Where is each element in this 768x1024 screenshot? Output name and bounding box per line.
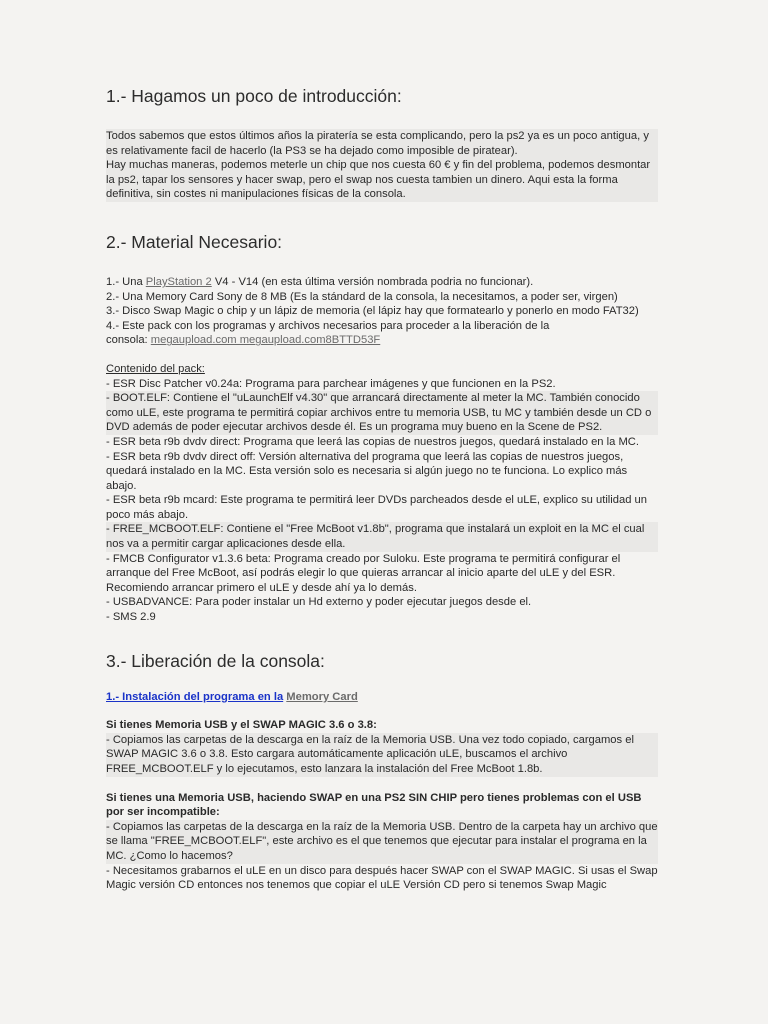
section-3-title: 3.- Liberación de la consola: <box>106 650 325 671</box>
memory-card-link[interactable]: Memory Card <box>286 690 358 703</box>
material-item-3: 3.- Disco Swap Magic o chip y un lápiz de memoria (el lápiz hay que formatearlo y ponerlo en modo FAT32) <box>106 305 639 318</box>
megaupload-link[interactable]: megaupload.com megaupload.com8BTTD53F <box>150 334 381 347</box>
pack-item: - ESR beta r9b dvdv direct off: Versión alternativa del programa que leerá las copias de nuestros juegos, quedará instalado en la MC. Esta versión solo es necesaria si algún juego no te funciona. Lo explico más abajo. <box>106 450 628 492</box>
pack-item: - FMCB Configurator v1.3.6 beta: Programa creado por Suloku. Este programa te permitirá configurar el arranque del Free McBoot, así podrás elegir lo que quieras arrancar al inicio aparte del uLE y del ESR. Recomiendo arrancar primero el uLE y desde ahí ya lo demás. <box>106 552 621 594</box>
case-b-heading: Si tienes una Memoria USB, haciendo SWAP en una PS2 SIN CHIP pero tienes problemas con el USB por ser incompatible: <box>106 791 642 819</box>
case-a-heading: Si tienes Memoria USB y el SWAP MAGIC 3.6 o 3.8: <box>106 719 377 732</box>
section-2-title: 2.- Material Necesario: <box>106 231 283 252</box>
playstation-2-link[interactable]: PlayStation 2 <box>145 275 212 288</box>
pack-contents-list <box>106 377 658 625</box>
pack-item: - USBADVANCE: Para poder instalar un Hd externo y poder ejecutar juegos desde el. <box>106 596 532 609</box>
section-1-title: 1.- Hagamos un poco de introducción: <box>106 86 402 106</box>
pack-item: - SMS 2.9 <box>106 611 156 624</box>
material-item-1-pre: 1.- Una <box>106 275 146 288</box>
pack-item: - ESR beta r9b dvdv direct: Programa que leerá las copias de nuestros juegos, quedará instalado en la MC. <box>106 435 639 448</box>
material-item-4: 4.- Este pack con los programas y archivos necesarios para proceder a la liberación de la <box>106 319 550 332</box>
case-b-text-2: - Necesitamos grabarnos el uLE en un disco para después hacer SWAP con el SWAP MAGIC. Si usas el Swap Magic versión CD entonces nos tenemos que copiar el uLE Versión CD pero si tenemos Swap Magic <box>106 864 658 892</box>
material-item-4-consola: consola: <box>106 334 151 347</box>
material-item-1-post: V4 - V14 (en esta última versión nombrada podria no funcionar). <box>211 275 534 288</box>
section-1-paragraph-2: Hay muchas maneras, podemos meterle un chip que nos cuesta 60 € y fin del problema, podemos desmontar la ps2, tapar los sensores y hacer swap, pero el swap nos cuesta tambien un dinero. Aqui esta la forma definitiva, sin costes ni manipulaciones físicas de la consola. <box>106 158 658 202</box>
pack-contents-title: Contenido del pack: <box>106 362 205 375</box>
material-item-2: 2.- Una Memory Card Sony de 8 MB (Es la stándard de la consola, la necesitamos, a poder ser, virgen) <box>106 290 618 303</box>
pack-item: - ESR beta r9b mcard: Este programa te permitirá leer DVDs parcheados desde el uLE, explico su utilidad un poco más abajo. <box>106 494 647 521</box>
case-a-text: - Copiamos las carpetas de la descarga en la raíz de la Memoria USB. Una vez todo copiado, cargamos el SWAP MAGIC 3.6 o 3.8. Esto cargara automáticamente aplicación uLE, buscamos el archivo FREE_MCBOOT.ELF y lo ejecutamos, esto lanzara la instalación del Free McBoot 1.8b. <box>106 733 658 777</box>
document-content <box>106 86 658 893</box>
pack-item: - FREE_MCBOOT.ELF: Contiene el "Free McBoot v1.8b", programa que instalará un exploit en la MC el cual nos va a permitir cargar aplicaciones desde ella. <box>106 522 658 551</box>
material-item-4-cont <box>106 333 658 348</box>
materials-list <box>106 275 658 348</box>
material-item-1 <box>106 275 658 290</box>
install-subheading <box>106 690 658 705</box>
section-1-paragraph-1: Todos sabemos que estos últimos años la piratería se esta complicando, pero la ps2 ya es un poco antigua, y es relativamente facil de hacerlo (la PS3 se ha dejado como imposible de piratear). <box>106 129 658 158</box>
pack-item: - ESR Disc Patcher v0.24a: Programa para parchear imágenes y que funcionen en la PS2. <box>106 377 556 390</box>
install-program-link[interactable]: 1.- Instalación del programa en la <box>106 690 284 703</box>
pack-item: - BOOT.ELF: Contiene el "uLaunchElf v4.30" que arrancará directamente al meter la MC. También conocido como uLE, este programa te permitirá copiar archivos entre tu memoria USB, tu MC y también desde un CD o DVD además de poder ejecutar archivos desde él. Es un programa muy bueno en la Scene de PS2. <box>106 391 658 435</box>
case-b-text-1: - Copiamos las carpetas de la descarga en la raíz de la Memoria USB. Dentro de la carpeta hay un archivo que se llama "FREE_MCBOOT.ELF", este archivo es el que tenemos que ejecutar para instalar el programa en la MC. ¿Como lo hacemos? <box>106 820 658 862</box>
